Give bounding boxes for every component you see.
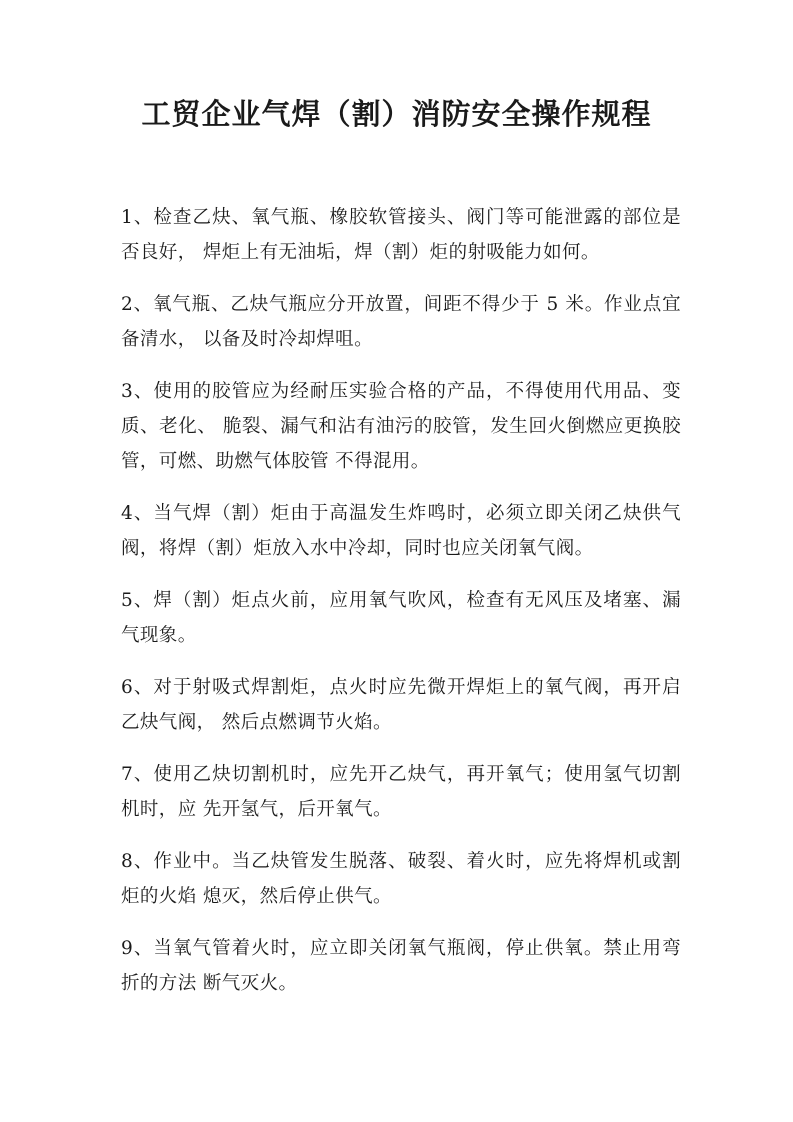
rule-item: 5、焊（割）炬点火前，应用氧气吹风，检查有无风压及堵塞、漏气现象。 (121, 590, 681, 646)
rule-item: 8、作业中。当乙炔管发生脱落、破裂、着火时，应先将焊机或割炬的火焰 熄灭，然后停止供气。 (121, 851, 681, 907)
rule-item: 2、氧气瓶、乙炔气瓶应分开放置，间距不得少于 5 米。作业点宜备清水， 以备及时冷却焊咀。 (121, 294, 681, 350)
rule-item: 7、使用乙炔切割机时，应先开乙炔气，再开氧气；使用氢气切割机时，应 先开氢气，后开氧气。 (121, 764, 681, 820)
rule-item: 9、当氧气管着火时，应立即关闭氧气瓶阀，停止供氧。禁止用弯折的方法 断气灭火。 (121, 938, 681, 994)
rule-item: 1、检查乙炔、氧气瓶、橡胶软管接头、阀门等可能泄露的部位是否良好， 焊炬上有无油垢，焊（割）炬的射吸能力如何。 (121, 207, 681, 263)
rule-item: 4、当气焊（割）炬由于高温发生炸鸣时，必须立即关闭乙炔供气阀，将焊（割）炬放入水中冷却，同时也应关闭氧气阀。 (121, 503, 681, 559)
page-title: 工贸企业气焊（割）消防安全操作规程 (141, 97, 652, 131)
rule-item: 6、对于射吸式焊割炬，点火时应先微开焊炬上的氧气阀，再开启乙炔气阀， 然后点燃调节火焰。 (121, 677, 681, 733)
rule-item: 3、使用的胶管应为经耐压实验合格的产品，不得使用代用品、变质、老化、 脆裂、漏气和沾有油污的胶管，发生回火倒燃应更换胶管，可燃、助燃气体胶管 不得混用。 (121, 381, 681, 472)
rules-list (121, 200, 681, 1018)
